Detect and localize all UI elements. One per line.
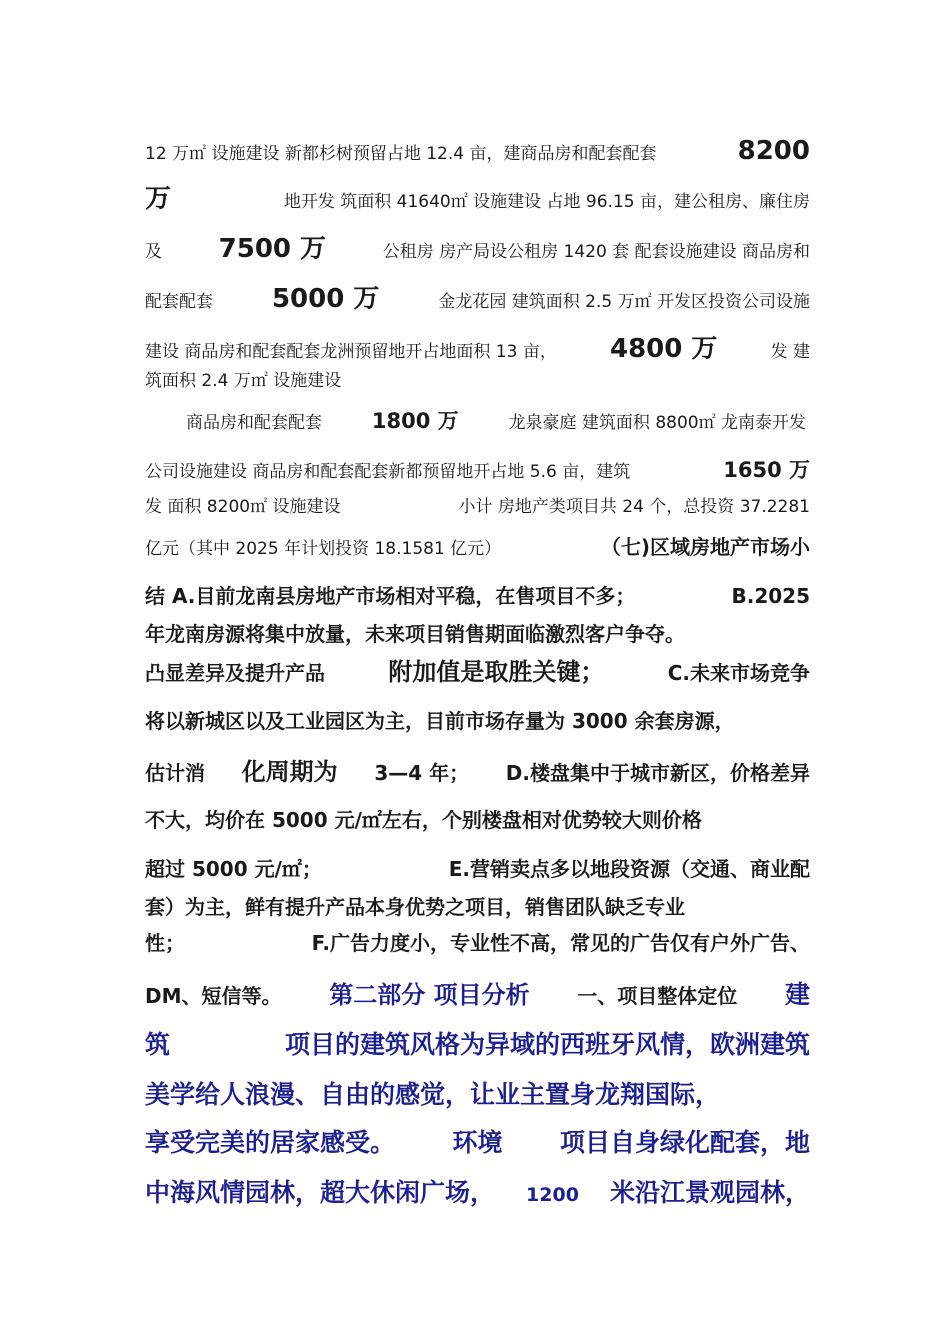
text-line-13 bbox=[145, 660, 810, 684]
text-segment: 性； bbox=[145, 931, 185, 955]
emphasis-text: 化周期为 bbox=[241, 758, 338, 786]
text-segment: 结 A.目前龙南县房地产市场相对平稳，在售项目不多； bbox=[145, 584, 636, 608]
text-segment: 项目的建筑风格为异域的西班牙风情，欧洲建筑 bbox=[284, 1030, 810, 1059]
investment-unit: 万 bbox=[145, 184, 172, 214]
text-line-7 bbox=[186, 411, 806, 432]
text-segment: D.楼盘集中于城市新区，价格差异 bbox=[505, 761, 810, 785]
text-segment: 套）为主，鲜有提升产品本身优势之项目，销售团队缺乏专业 bbox=[145, 895, 685, 919]
text-line-2 bbox=[145, 186, 810, 212]
text-segment: 美学给人浪漫、自由的感觉，让业主置身龙翔国际， bbox=[145, 1080, 721, 1109]
category-label: 筑 bbox=[145, 1030, 171, 1059]
text-segment: 12 万㎡ 设施建设 新都杉树预留占地 12.4 亩，建商品房和配套配套 bbox=[145, 144, 657, 164]
text-line-11 bbox=[145, 586, 810, 606]
subtotal-text: 小计 房地产类项目共 24 个，总投资 37.2281 bbox=[458, 497, 810, 517]
part-heading: 第二部分 项目分析 bbox=[329, 981, 530, 1009]
text-segment: 商品房和配套配套 bbox=[186, 413, 322, 433]
text-segment: 公租房 房产局设公租房 1420 套 配套设施建设 商品房和 bbox=[382, 242, 810, 262]
text-line-3 bbox=[145, 236, 810, 262]
text-segment: 金龙花园 建筑面积 2.5 万㎡ 开发区投资公司设施 bbox=[438, 292, 810, 312]
text-line-23 bbox=[145, 1130, 810, 1155]
text-segment: 项目自身绿化配套，地 bbox=[559, 1128, 810, 1157]
text-segment: C.未来市场竞争 bbox=[667, 661, 810, 685]
text-line-12 bbox=[145, 624, 810, 644]
text-segment: 3—4 年； bbox=[374, 761, 470, 785]
text-segment: F.广告力度小，专业性不高，常见的广告仅有户外广告、 bbox=[311, 931, 810, 955]
text-segment: 享受完美的居家感受。 bbox=[145, 1128, 396, 1157]
text-line-4 bbox=[145, 286, 810, 312]
text-line-9 bbox=[145, 499, 810, 516]
text-segment: 米沿江景观园林， bbox=[609, 1178, 810, 1207]
text-segment: 公司设施建设 商品房和配套配套新都预留地开占地 5.6 亩，建筑 bbox=[145, 462, 631, 482]
text-segment: DM、短信等。 bbox=[145, 984, 282, 1008]
text-line-22 bbox=[145, 1082, 810, 1107]
text-segment: 建设 商品房和配套配套龙洲预留地开占地面积 13 亩， bbox=[145, 342, 557, 362]
text-line-16 bbox=[145, 810, 810, 830]
text-segment: 年龙南房源将集中放量，未来项目销售期面临激烈客户争夺。 bbox=[145, 622, 685, 646]
text-segment: 中海风情园林，超大休闲广场， bbox=[145, 1178, 496, 1207]
text-line-20 bbox=[145, 982, 810, 1007]
text-line-24 bbox=[145, 1180, 810, 1205]
text-segment: 及 bbox=[145, 242, 162, 262]
text-line-6 bbox=[145, 373, 810, 390]
text-segment: 估计消 bbox=[145, 761, 205, 785]
text-segment: 发 面积 8200㎡ 设施建设 bbox=[145, 497, 341, 517]
text-segment: 超过 5000 元/㎡； bbox=[145, 857, 322, 881]
text-segment: 配套配套 bbox=[145, 292, 213, 312]
text-line-18 bbox=[145, 897, 810, 917]
category-label: 建 bbox=[784, 980, 810, 1009]
text-line-1 bbox=[145, 138, 810, 164]
section-heading: （七)区域房地产市场小 bbox=[600, 535, 810, 559]
investment-amount: 8200 bbox=[737, 136, 810, 166]
text-line-15 bbox=[145, 760, 810, 784]
text-line-17 bbox=[145, 859, 810, 879]
text-line-5 bbox=[145, 336, 810, 362]
emphasis-text: 附加值是取胜关键； bbox=[388, 658, 605, 686]
text-segment: 将以新城区以及工业园区为主，目前市场存量为 3000 余套房源， bbox=[145, 709, 735, 733]
text-line-21 bbox=[145, 1032, 810, 1057]
category-label: 环境 bbox=[452, 1128, 503, 1157]
investment-amount: 1650 万 bbox=[723, 458, 810, 482]
text-segment: 筑面积 2.4 万㎡ 设施建设 bbox=[145, 371, 342, 391]
text-segment: 不大，均价在 5000 元/㎡左右，个别楼盘相对优势较大则价格 bbox=[145, 808, 702, 832]
text-line-14 bbox=[145, 711, 810, 731]
subsection-heading: 一、项目整体定位 bbox=[577, 984, 738, 1008]
text-segment: 凸显差异及提升产品 bbox=[145, 661, 325, 685]
investment-amount: 4800 万 bbox=[610, 334, 718, 364]
text-segment: B.2025 bbox=[731, 584, 810, 608]
text-line-19 bbox=[145, 933, 810, 953]
investment-amount: 5000 万 bbox=[271, 284, 380, 314]
text-segment: 龙泉豪庭 建筑面积 8800㎡ 龙南泰开发 bbox=[508, 413, 806, 433]
text-segment: 亿元（其中 2025 年计划投资 18.1581 亿元） bbox=[145, 539, 502, 559]
text-segment: 1200 bbox=[526, 1184, 579, 1206]
investment-amount: 7500 万 bbox=[218, 234, 327, 264]
investment-amount: 1800 万 bbox=[371, 409, 459, 433]
text-line-8 bbox=[145, 460, 810, 481]
text-segment: 地开发 筑面积 41640㎡ 设施建设 占地 96.15 亩，建公租房、廉住房 bbox=[283, 192, 810, 212]
text-line-10 bbox=[145, 537, 810, 558]
text-segment: 发 建 bbox=[770, 342, 810, 362]
text-segment: E.营销卖点多以地段资源（交通、商业配 bbox=[448, 857, 810, 881]
